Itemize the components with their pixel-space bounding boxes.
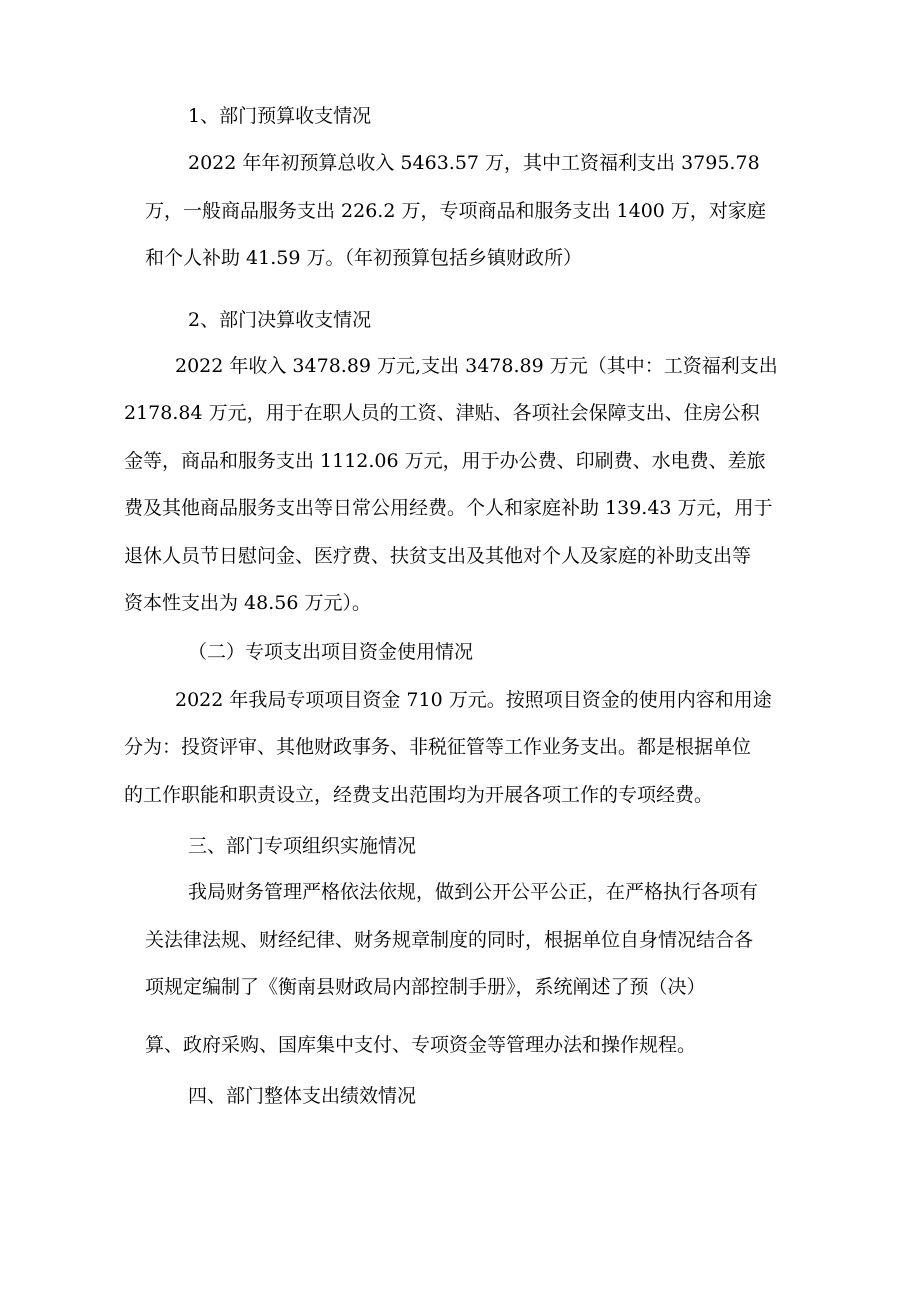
paragraph-line: 退休人员节日慰问金、医疗费、扶贫支出及其他对个人及家庭的补助支出等: [124, 545, 752, 567]
paragraph-line: 和个人补助 41.59 万。（年初预算包括乡镇财政所）: [145, 247, 582, 269]
paragraph-line: 关法律法规、财经纪律、财务规章制度的同时，根据单位自身情况结合各: [145, 929, 754, 951]
paragraph-line: 2022 年年初预算总收入 5463.57 万，其中工资福利支出 3795.78: [188, 152, 760, 174]
paragraph-line: 金等，商品和服务支出 1112.06 万元，用于办公费、印刷费、水电费、差旅: [124, 450, 766, 472]
paragraph-line: 2178.84 万元，用于在职人员的工资、津贴、各项社会保障支出、住房公积: [124, 402, 760, 424]
paragraph-line: 万，一般商品服务支出 226.2 万，专项商品和服务支出 1400 万，对家庭: [145, 200, 766, 222]
paragraph-line: 的工作职能和职责设立，经费支出范围均为开展各项工作的专项经费。: [124, 784, 714, 806]
paragraph-line: 2022 年我局专项项目资金 710 万元。按照项目资金的使用内容和用途: [175, 689, 772, 711]
paragraph-line: 资本性支出为 48.56 万元）。: [124, 592, 371, 614]
section-heading-special: （二）专项支出项目资金使用情况: [188, 641, 474, 663]
paragraph-line: 2022 年收入 3478.89 万元,支出 3478.89 万元（其中：工资福利支出: [175, 355, 778, 377]
section-heading-final: 2、部门决算收支情况: [188, 309, 372, 331]
section-heading-performance: 四、部门整体支出绩效情况: [188, 1085, 417, 1107]
paragraph-line: 项规定编制了《衡南县财政局内部控制手册》，系统阐述了预（决）: [145, 976, 706, 998]
section-heading-budget: 1、部门预算收支情况: [188, 105, 372, 127]
paragraph-line: 我局财务管理严格依法依规，做到公开公平公正，在严格执行各项有: [188, 881, 759, 903]
section-heading-org: 三、部门专项组织实施情况: [188, 835, 417, 857]
paragraph-line: 算、政府采购、国库集中支付、专项资金等管理办法和操作规程。: [145, 1034, 697, 1056]
paragraph-line: 费及其他商品服务支出等日常公用经费。个人和家庭补助 139.43 万元，用于: [124, 497, 773, 519]
paragraph-line: 分为：投资评审、其他财政事务、非税征管等工作业务支出。都是根据单位: [124, 736, 752, 758]
